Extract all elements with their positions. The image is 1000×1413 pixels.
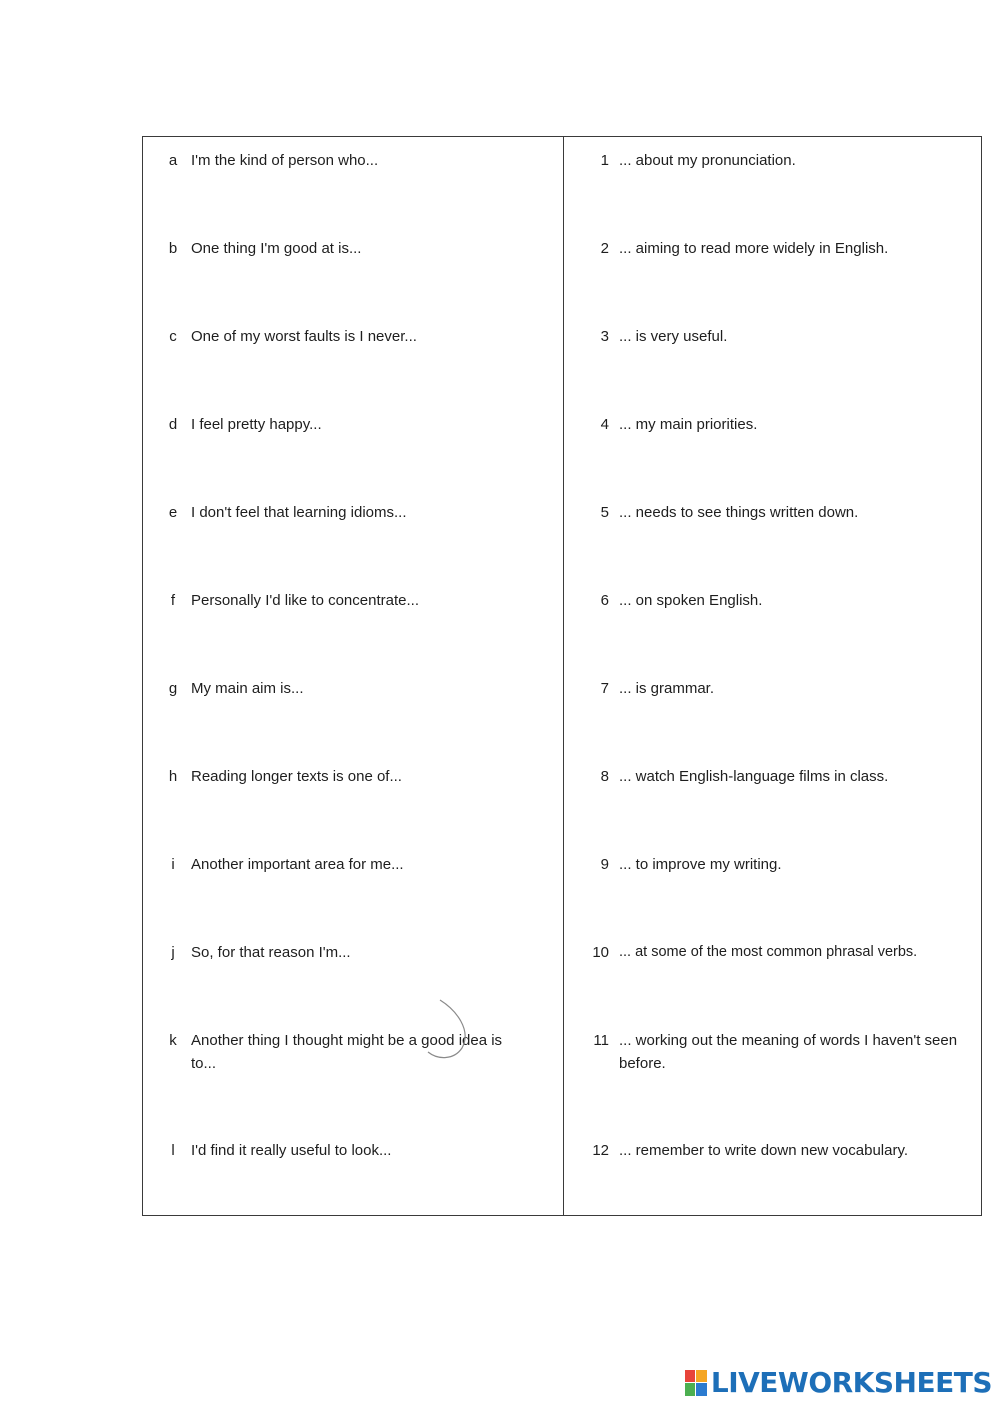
logo-badge-tile bbox=[696, 1370, 707, 1383]
right-item-marker: 9 bbox=[600, 856, 609, 873]
right-item-marker: 12 bbox=[592, 1142, 609, 1159]
logo-badge-tile bbox=[696, 1383, 707, 1396]
left-item-marker: i bbox=[171, 856, 175, 873]
liveworksheets-logo bbox=[685, 1366, 992, 1399]
right-item-text: ... watch English-language films in class. bbox=[619, 768, 889, 785]
left-item-marker: e bbox=[168, 504, 178, 521]
left-item-text: Reading longer texts is one of... bbox=[191, 768, 402, 785]
right-item-text: ... remember to write down new vocabulary. bbox=[619, 1142, 909, 1159]
left-item-marker: l bbox=[171, 1142, 175, 1159]
left-item-text: Personally I'd like to concentrate... bbox=[191, 592, 419, 609]
right-item-marker: 1 bbox=[600, 152, 609, 169]
left-item-marker: b bbox=[168, 240, 178, 257]
logo-badge-tile bbox=[685, 1370, 696, 1383]
left-item-marker: d bbox=[168, 416, 178, 433]
left-item-text: I feel pretty happy... bbox=[191, 416, 322, 433]
logo-badge-tile bbox=[685, 1383, 696, 1396]
logo-badge-icon bbox=[685, 1370, 707, 1396]
left-item-marker: a bbox=[168, 152, 178, 169]
right-item-text: ... about my pronunciation. bbox=[619, 152, 796, 169]
right-item-marker: 8 bbox=[600, 768, 609, 785]
right-item-marker: 2 bbox=[600, 240, 609, 257]
right-item-text: ... is very useful. bbox=[619, 328, 728, 345]
left-item-text: My main aim is... bbox=[191, 680, 304, 697]
left-item-marker: c bbox=[169, 328, 177, 345]
left-item-text: Another thing I thought might be a good idea is to... bbox=[191, 1032, 503, 1072]
left-item-text: So, for that reason I'm... bbox=[191, 944, 351, 961]
logo-text: LIVEWORKSHEETS bbox=[710, 1366, 992, 1399]
left-item-text: I'm the kind of person who... bbox=[191, 152, 379, 169]
right-item-text: ... my main priorities. bbox=[619, 416, 758, 433]
right-item-marker: 7 bbox=[600, 680, 609, 697]
left-item-marker: k bbox=[169, 1032, 177, 1049]
right-item-marker: 11 bbox=[593, 1032, 609, 1049]
right-item-marker: 5 bbox=[600, 504, 609, 521]
left-item-text: One of my worst faults is I never... bbox=[191, 328, 417, 345]
right-item-text: ... on spoken English. bbox=[619, 592, 763, 609]
right-item-text: ... at some of the most common phrasal verbs. bbox=[619, 944, 918, 960]
left-item-marker: j bbox=[171, 944, 175, 961]
left-item-marker: g bbox=[168, 680, 178, 697]
left-item-text: One thing I'm good at is... bbox=[191, 240, 362, 257]
right-item-marker: 10 bbox=[592, 944, 609, 961]
right-item-marker: 3 bbox=[600, 328, 609, 345]
right-item-text: ... is grammar. bbox=[619, 680, 715, 697]
right-item-text: ... needs to see things written down. bbox=[619, 504, 859, 521]
left-item-marker: f bbox=[170, 592, 176, 609]
right-item-text: ... working out the meaning of words I haven't seen before. bbox=[619, 1032, 958, 1072]
left-item-marker: h bbox=[168, 768, 178, 785]
left-item-text: I'd find it really useful to look... bbox=[191, 1142, 392, 1159]
right-item-marker: 6 bbox=[600, 592, 609, 609]
right-item-text: ... aiming to read more widely in English. bbox=[619, 240, 889, 257]
right-item-marker: 4 bbox=[600, 416, 609, 433]
pencil-mark bbox=[410, 996, 480, 1066]
left-item-text: Another important area for me... bbox=[191, 856, 404, 873]
matching-table bbox=[142, 136, 982, 1216]
right-item-text: ... to improve my writing. bbox=[619, 856, 782, 873]
left-item-text: I don't feel that learning idioms... bbox=[191, 504, 407, 521]
column-divider bbox=[563, 137, 564, 1215]
